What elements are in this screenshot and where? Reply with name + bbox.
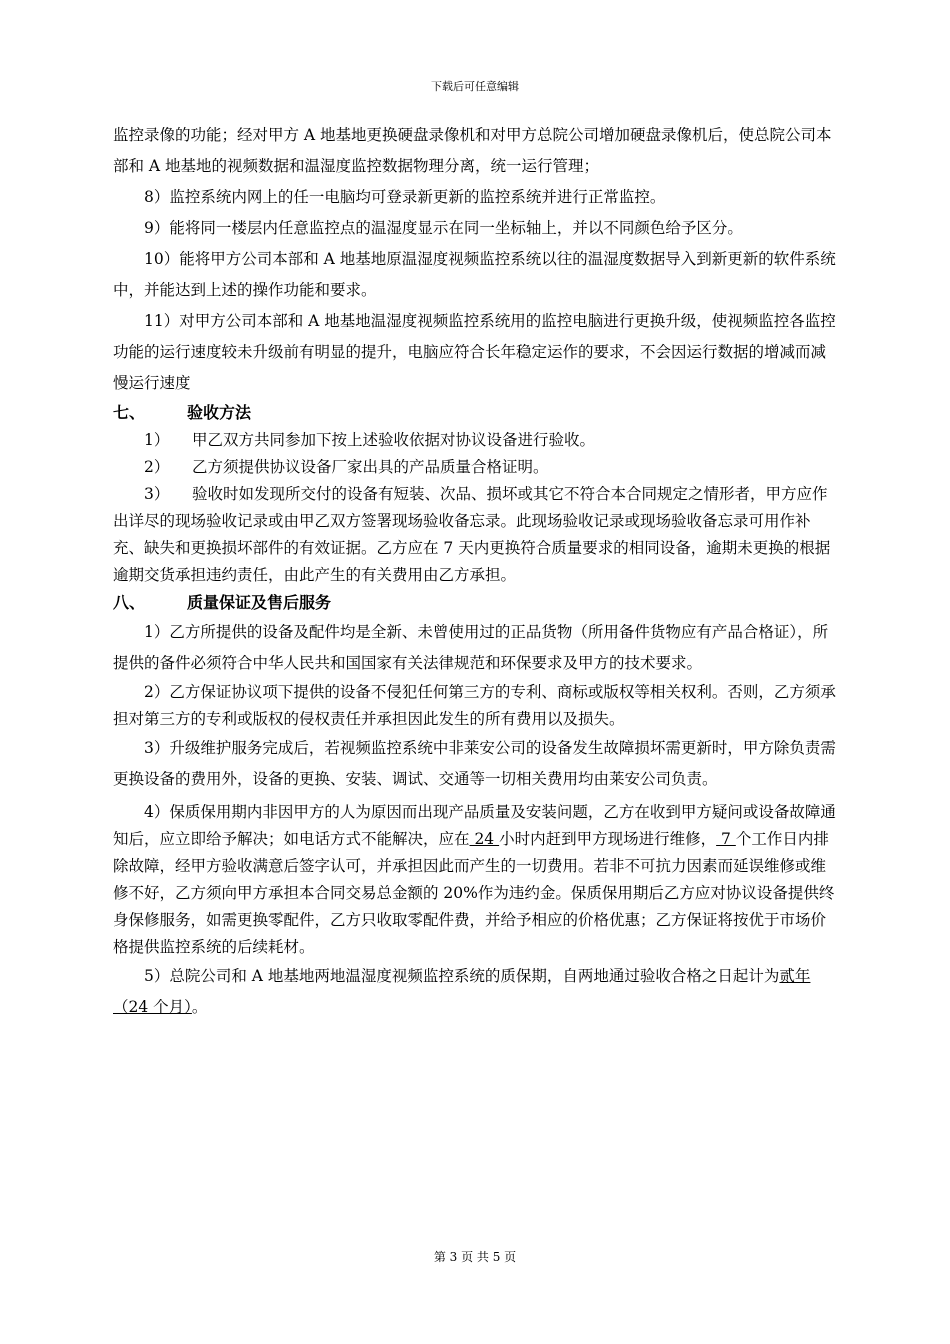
warranty-paragraph-4-part-a: 4）保质保用期内非因甲方的人为原因而出现产品质量及安装问题，乙方在收到甲方疑问或设备故障通知后，应立即给予解决；如电话方式不能解决，应在 xyxy=(113,803,836,848)
response-hours-value: 24 xyxy=(469,830,500,848)
section-7-number: 七、 xyxy=(113,403,146,422)
acceptance-item-1-number: 1） xyxy=(144,431,170,449)
warranty-paragraph-4 xyxy=(113,799,840,961)
warranty-paragraph-5-part-b: 。 xyxy=(191,998,208,1016)
acceptance-item-1-text: 甲乙双方共同参加下按上述验收依据对协议设备进行验收。 xyxy=(192,431,596,449)
page-header: 下载后可任意编辑 xyxy=(431,80,519,93)
acceptance-item-3 xyxy=(113,481,840,589)
paragraph-item-10: 10）能将甲方公司本部和 A 地基地原温湿度视频监控系统以往的温湿度数据导入到新更新的软件系统中，并能达到上述的操作功能和要求。 xyxy=(113,250,836,299)
acceptance-item-3-number: 3） xyxy=(144,485,170,503)
paragraph-item-9: 9）能将同一楼层内任意监控点的温湿度显示在同一坐标轴上，并以不同颜色给予区分。 xyxy=(144,219,743,237)
section-8-title: 质量保证及售后服务 xyxy=(187,593,332,612)
section-8-heading xyxy=(113,589,840,617)
document-body xyxy=(113,120,840,1023)
warranty-paragraph-4-part-c: 个工作日内排除故障，经甲方验收满意后签字认可，并承担因此而产生的一切费用。若非不可抗力因素而延误维修或维修不好，乙方须向甲方承担本合同交易总金额的 20%作为违约金。保质保用期后乙方应对协议设备提供终身保修服务，如需更换零配件，乙方只收取零配件费，并给予相应的价格优惠；乙方保证将按优于市场价格提供监控系统的后续耗材。 xyxy=(113,830,835,956)
warranty-period-value: 贰年（24 个月） xyxy=(113,967,811,1016)
warranty-paragraph-4-part-b: 小时内赶到甲方现场进行维修， xyxy=(499,830,717,848)
paragraph-item-11: 11）对甲方公司本部和 A 地基地温湿度视频监控系统用的监控电脑进行更换升级，使视频监控各监控功能的运行速度较未升级前有明显的提升，电脑应符合长年稳定运作的要求，不会因运行数据的增减而减慢运行速度 xyxy=(113,312,836,392)
warranty-paragraph-5-part-a: 5）总院公司和 A 地基地两地温湿度视频监控系统的质保期，自两地通过验收合格之日起计为 xyxy=(144,967,780,985)
section-7-title: 验收方法 xyxy=(187,403,252,422)
warranty-paragraph-5 xyxy=(113,961,840,1023)
acceptance-item-1 xyxy=(113,427,840,454)
acceptance-item-2 xyxy=(113,454,840,481)
acceptance-item-2-text: 乙方须提供协议设备厂家出具的产品质量合格证明。 xyxy=(192,458,549,476)
warranty-paragraph-1: 1）乙方所提供的设备及配件均是全新、未曾使用过的正品货物（所用备件货物应有产品合格证），所提供的备件必须符合中华人民共和国国家有关法律规范和环保要求及甲方的技术要求。 xyxy=(113,623,829,672)
repair-days-value: 7 xyxy=(716,830,736,848)
warranty-paragraph-2: 2）乙方保证协议项下提供的设备不侵犯任何第三方的专利、商标或版权等相关权利。否则，乙方须承担对第三方的专利或版权的侵权责任并承担因此发生的所有费用以及损失。 xyxy=(113,683,836,728)
page-footer: 第 3 页 共 5 页 xyxy=(433,1250,517,1264)
paragraph-intro: 监控录像的功能；经对甲方 A 地基地更换硬盘录像机和对甲方总院公司增加硬盘录像机后，使总院公司本部和 A 地基地的视频数据和温湿度监控数据物理分离，统一运行管理； xyxy=(113,126,832,175)
warranty-paragraph-3: 3）升级维护服务完成后，若视频监控系统中非莱安公司的设备发生故障损坏需更新时，甲方除负责需更换设备的费用外，设备的更换、安装、调试、交通等一切相关费用均由莱安公司负责。 xyxy=(113,739,836,788)
acceptance-item-3-text: 验收时如发现所交付的设备有短装、次品、损坏或其它不符合本合同规定之情形者，甲方应作出详尽的现场验收记录或由甲乙双方签署现场验收备忘录。此现场验收记录或现场验收备忘录可用作补充、缺失和更换损坏部件的有效证据。乙方应在 7 天内更换符合质量要求的相同设备，逾期未更换的根据逾期交货承担违约责任，由此产生的有关费用由乙方承担。 xyxy=(113,485,831,584)
section-7-heading xyxy=(113,399,840,427)
paragraph-item-8: 8）监控系统内网上的任一电脑均可登录新更新的监控系统并进行正常监控。 xyxy=(144,188,666,206)
section-8-number: 八、 xyxy=(113,593,146,612)
acceptance-item-2-number: 2） xyxy=(144,458,170,476)
